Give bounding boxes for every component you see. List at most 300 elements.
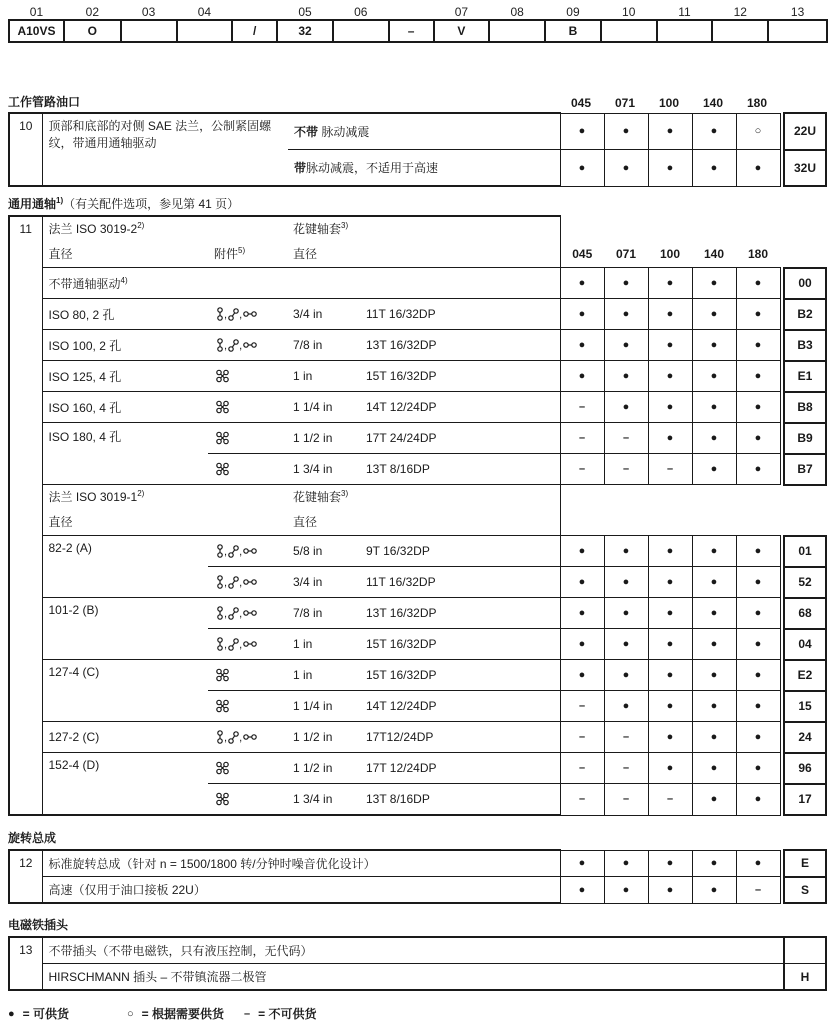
availability-cell: ● [648, 722, 692, 753]
legend-symbol-on-request: ○ [127, 1007, 134, 1020]
accessory-icons-cell [208, 784, 287, 816]
availability-legend [8, 1005, 828, 1022]
availability-cell: ● [604, 691, 648, 722]
table-row [9, 299, 826, 330]
legend-symbol-available: ● [8, 1007, 15, 1020]
availability-cell: ● [604, 268, 648, 299]
model-code-header: 10 [622, 5, 636, 19]
flange-size-cell: ISO 100, 2 孔 [42, 330, 208, 361]
availability-cell: ● [692, 722, 736, 753]
model-code-cell [121, 20, 177, 42]
model-code-cell: 32 [277, 20, 333, 42]
size-header: 045 [570, 96, 592, 110]
availability-cell: ● [736, 753, 780, 784]
model-code-header [232, 5, 277, 20]
availability-cell: ● [648, 877, 692, 904]
model-code-header: 07 [454, 5, 469, 19]
availability-cell: ● [692, 784, 736, 816]
model-code-cell: A10VS [9, 20, 64, 42]
availability-cell: – [560, 423, 604, 454]
option-cell: 高速（仅用于油口接板 22U） [42, 877, 560, 904]
availability-cell: ● [692, 150, 736, 187]
diameter-header: 直径 [287, 508, 360, 536]
availability-cell: ● [560, 598, 604, 629]
accessory-icons-cell [208, 567, 287, 598]
availability-cell: – [604, 454, 648, 485]
availability-cell: – [560, 392, 604, 423]
model-code-header: 12 [733, 5, 747, 19]
solenoid-connector-table [8, 936, 827, 991]
model-code-cell [712, 20, 768, 42]
model-code-cell: – [389, 20, 434, 42]
availability-cell: ● [604, 299, 648, 330]
type-code-cell: B2 [784, 299, 826, 330]
model-code-cell [489, 20, 545, 42]
flange-size-cell: 82-2 (A) [42, 536, 208, 598]
flange-size-cell: 101-2 (B) [42, 598, 208, 660]
model-code-header: 04 [197, 5, 212, 19]
spline-diameter-cell: 1 1/2 in [287, 722, 360, 753]
availability-cell: ● [736, 691, 780, 722]
coupling-2bolt-vertical-icon [216, 606, 227, 620]
spline-diameter-cell: 5/8 in [287, 536, 360, 567]
availability-cell: ● [560, 536, 604, 567]
coupling-2bolt-horizontal-icon [243, 310, 257, 318]
availability-cell: ● [560, 268, 604, 299]
availability-cell: ● [692, 753, 736, 784]
flange-size-cell: ISO 180, 4 孔 [42, 423, 208, 485]
availability-cell: ● [604, 660, 648, 691]
availability-cell: ● [692, 268, 736, 299]
flange-standard-header: 法兰 ISO 3019-1$^{2)}$ [48, 489, 145, 504]
row-number-cell: 11 [9, 216, 42, 815]
availability-cell: – [648, 784, 692, 816]
accessory-icons-cell [208, 361, 287, 392]
table-row [9, 361, 826, 392]
spline-teeth-cell: 13T 8/16DP [360, 454, 560, 485]
accessory-icons-cell [208, 722, 287, 753]
accessory-icons-cell [208, 454, 287, 485]
availability-cell: ● [692, 660, 736, 691]
model-code-cell [657, 20, 713, 42]
availability-cell: – [604, 753, 648, 784]
availability-cell: ● [736, 536, 780, 567]
availability-cell: ● [736, 598, 780, 629]
size-header: 100 [659, 246, 681, 261]
legend-label: = 根据需要供货 [141, 1007, 224, 1021]
spline-teeth-cell: 14T 12/24DP [360, 392, 560, 423]
coupling-2bolt-horizontal-icon [243, 733, 257, 741]
model-code-value-row [9, 20, 827, 42]
availability-cell: – [604, 784, 648, 816]
spline-diameter-cell: 1 1/2 in [287, 423, 360, 454]
type-code-cell: E1 [784, 361, 826, 392]
table-row [9, 722, 826, 753]
availability-cell: ● [560, 629, 604, 660]
flange-size-cell: 152-4 (D) [42, 753, 208, 816]
type-code-cell: E [784, 850, 826, 877]
flange-size-cell: ISO 80, 2 孔 [42, 299, 208, 330]
type-code-cell: H [784, 964, 826, 991]
model-code-header: 06 [354, 5, 368, 19]
table-row [9, 937, 826, 964]
model-code-cell [768, 20, 827, 42]
table-row [9, 216, 826, 240]
availability-cell: ● [736, 423, 780, 454]
availability-cell: ● [648, 598, 692, 629]
model-code-header: 09 [566, 5, 580, 19]
type-code-cell: B8 [784, 392, 826, 423]
availability-cell: ● [692, 877, 736, 904]
spline-teeth-cell: 13T 8/16DP [360, 784, 560, 816]
coupling-4bolt-icon [216, 792, 229, 806]
coupling-2bolt-diagonal-icon [228, 339, 242, 352]
coupling-2bolt-diagonal-icon [228, 308, 242, 321]
model-code-cell: / [232, 20, 277, 42]
coupling-4bolt-icon [216, 431, 229, 445]
availability-cell: ● [604, 877, 648, 904]
availability-cell: ● [736, 454, 780, 485]
spline-diameter-cell: 3/4 in [287, 299, 360, 330]
type-code-cell: 15 [784, 691, 826, 722]
spline-teeth-cell: 9T 16/32DP [360, 536, 560, 567]
availability-cell: – [604, 722, 648, 753]
availability-cell: ● [736, 850, 780, 877]
availability-cell: ● [692, 598, 736, 629]
model-code-header: 08 [510, 5, 524, 19]
coupling-2bolt-vertical-icon [216, 338, 227, 352]
accessory-icons-cell [208, 629, 287, 660]
spline-teeth-cell: 11T 16/32DP [360, 567, 560, 598]
availability-cell: ● [604, 629, 648, 660]
availability-cell: ● [604, 850, 648, 877]
model-code-cell: V [434, 20, 490, 42]
model-code-cell [177, 20, 233, 42]
model-code-cell [333, 20, 389, 42]
type-code-cell: 01 [784, 536, 826, 567]
coupling-4bolt-icon [216, 369, 229, 383]
availability-cell: ● [692, 850, 736, 877]
coupling-2bolt-horizontal-icon [243, 578, 257, 586]
type-code-cell: B9 [784, 423, 826, 454]
availability-cell: ● [736, 660, 780, 691]
option-cell: 不带插头（不带电磁铁，只有液压控制，无代码） [42, 937, 784, 964]
spline-diameter-cell: 3/4 in [287, 567, 360, 598]
type-code-cell: 04 [784, 629, 826, 660]
availability-cell: ● [604, 598, 648, 629]
availability-cell: ● [648, 567, 692, 598]
availability-cell: ● [736, 722, 780, 753]
availability-cell: ● [648, 392, 692, 423]
spline-teeth-cell: 15T 16/32DP [360, 629, 560, 660]
availability-cell: ● [736, 330, 780, 361]
availability-cell: ● [648, 753, 692, 784]
accessory-header: 附件$^{5)}$ [208, 240, 287, 268]
coupling-2bolt-vertical-icon [216, 730, 227, 744]
availability-cell: ● [648, 691, 692, 722]
availability-cell: ● [736, 299, 780, 330]
section-title: 工作管路油口 [8, 95, 81, 109]
diameter-header: 直径 [287, 240, 360, 268]
legend-item [127, 1005, 224, 1022]
availability-cell: ● [736, 784, 780, 816]
availability-cell: ● [604, 536, 648, 567]
availability-cell: ● [736, 268, 780, 299]
availability-cell: ● [692, 629, 736, 660]
model-code-header: 05 [298, 5, 312, 19]
spline-diameter-cell: 1 3/4 in [287, 784, 360, 816]
availability-cell: ● [648, 268, 692, 299]
type-code-cell: S [784, 877, 826, 904]
availability-cell: – [560, 753, 604, 784]
availability-cell: ● [604, 567, 648, 598]
row-number-cell: 13 [9, 937, 42, 990]
availability-cell: ● [648, 361, 692, 392]
accessory-icons-cell [208, 660, 287, 691]
table-row [9, 536, 826, 567]
type-code-cell [784, 937, 826, 964]
coupling-4bolt-icon [216, 462, 229, 476]
diameter-header: 直径 [42, 240, 208, 268]
type-code-cell: E2 [784, 660, 826, 691]
size-header: 140 [703, 246, 725, 261]
availability-cell: – [560, 784, 604, 816]
rotary-group-table [8, 849, 827, 904]
availability-cell: ● [736, 392, 780, 423]
table-row [9, 113, 826, 150]
table-row [9, 660, 826, 691]
size-header: 071 [614, 96, 636, 110]
availability-cell: ● [560, 567, 604, 598]
no-through-drive-cell: 不带通轴驱动$^{4)}$ [42, 268, 560, 299]
availability-cell: ● [692, 361, 736, 392]
spline-teeth-cell: 13T 16/32DP [360, 330, 560, 361]
availability-cell: ● [736, 150, 780, 187]
availability-cell: ● [692, 392, 736, 423]
coupling-4bolt-icon [216, 699, 229, 713]
section-title-rotary-group: 旋转总成 [8, 831, 57, 845]
coupling-2bolt-horizontal-icon [243, 609, 257, 617]
availability-cell: ● [648, 423, 692, 454]
type-code-cell: 22U [784, 113, 826, 150]
spline-teeth-cell: 17T 12/24DP [360, 753, 560, 784]
spline-diameter-cell: 1 1/4 in [287, 392, 360, 423]
spline-teeth-cell: 15T 16/32DP [360, 660, 560, 691]
spline-diameter-cell: 1 in [287, 660, 360, 691]
coupling-4bolt-icon [216, 668, 229, 682]
availability-cell: ● [648, 299, 692, 330]
coupling-2bolt-vertical-icon [216, 544, 227, 558]
accessory-icons-cell [208, 536, 287, 567]
accessory-icons-cell [208, 423, 287, 454]
spline-teeth-cell: 11T 16/32DP [360, 299, 560, 330]
table-row [9, 485, 826, 509]
flange-standard-header: 法兰 ISO 3019-2$^{2)}$ [42, 216, 287, 240]
availability-cell: ● [648, 113, 692, 150]
legend-label: = 不可供货 [258, 1007, 317, 1021]
spline-diameter-cell: 1 in [287, 629, 360, 660]
table-row [9, 330, 826, 361]
availability-cell: ● [736, 361, 780, 392]
spline-teeth-cell: 14T 12/24DP [360, 691, 560, 722]
table-row [9, 598, 826, 629]
table-row [9, 850, 826, 877]
availability-cell: ● [560, 150, 604, 187]
coupling-2bolt-vertical-icon [216, 637, 227, 651]
availability-cell: ● [560, 660, 604, 691]
model-code-cell [601, 20, 657, 42]
flange-size-cell: 127-2 (C) [42, 722, 208, 753]
availability-cell: ● [604, 330, 648, 361]
type-code-cell: 24 [784, 722, 826, 753]
availability-cell: – [560, 454, 604, 485]
table-row [9, 753, 826, 784]
type-code-cell: 00 [784, 268, 826, 299]
availability-cell: ● [736, 629, 780, 660]
availability-cell: ● [604, 150, 648, 187]
availability-cell: ● [692, 113, 736, 150]
availability-cell: – [604, 423, 648, 454]
accessory-icons-cell [208, 598, 287, 629]
coupling-2bolt-diagonal-icon [228, 731, 242, 744]
availability-cell: ● [692, 567, 736, 598]
availability-cell: – [560, 691, 604, 722]
availability-cell: ● [648, 536, 692, 567]
accessory-icons-cell [208, 753, 287, 784]
size-header: 180 [746, 96, 768, 110]
coupling-2bolt-diagonal-icon [228, 638, 242, 651]
availability-cell: – [648, 454, 692, 485]
accessory-icons-cell [208, 691, 287, 722]
availability-cell: ● [560, 850, 604, 877]
model-code-cell: O [64, 20, 121, 42]
size-header: 100 [658, 96, 680, 110]
model-code-header: 03 [141, 5, 156, 19]
model-code-header: 02 [85, 5, 99, 19]
size-header: 045 [572, 246, 593, 261]
model-code-header [389, 5, 434, 20]
coupling-2bolt-diagonal-icon [228, 545, 242, 558]
spline-teeth-cell: 17T 24/24DP [360, 423, 560, 454]
availability-cell: ● [560, 361, 604, 392]
availability-cell: ● [648, 660, 692, 691]
table-row [9, 877, 826, 904]
table-row [9, 240, 826, 268]
coupling-2bolt-vertical-icon [216, 307, 227, 321]
type-code-cell: B3 [784, 330, 826, 361]
coupling-2bolt-vertical-icon [216, 575, 227, 589]
availability-cell: ● [692, 691, 736, 722]
spline-teeth-cell: 17T12/24DP [360, 722, 560, 753]
flange-size-cell: ISO 125, 4 孔 [42, 361, 208, 392]
size-header: 140 [702, 96, 724, 110]
availability-cell: ○ [736, 113, 780, 150]
spline-diameter-cell: 7/8 in [287, 330, 360, 361]
availability-cell: – [560, 722, 604, 753]
coupling-2bolt-horizontal-icon [243, 547, 257, 555]
availability-cell: ● [692, 299, 736, 330]
section-title-through-drive: 通用通轴$^{1)}$（有关配件选项，参见第 41 页） [8, 196, 240, 211]
table-row [9, 423, 826, 454]
option-cell: 标准旋转总成（针对 n = 1500/1800 转/分钟时噪音优化设计） [42, 850, 560, 877]
legend-label: = 可供货 [22, 1007, 69, 1021]
coupling-2bolt-diagonal-icon [228, 576, 242, 589]
spline-diameter-cell: 7/8 in [287, 598, 360, 629]
availability-cell: ● [560, 877, 604, 904]
type-code-cell: 17 [784, 784, 826, 816]
section-title-solenoid-connector: 电磁铁插头 [8, 918, 69, 932]
size-header: 071 [615, 246, 637, 261]
availability-cell: ● [604, 113, 648, 150]
spline-diameter-cell: 1 1/2 in [287, 753, 360, 784]
legend-item [244, 1005, 316, 1022]
accessory-icons-cell [208, 330, 287, 361]
spline-diameter-cell: 1 1/4 in [287, 691, 360, 722]
availability-cell: ● [736, 567, 780, 598]
availability-cell: ● [648, 330, 692, 361]
availability-cell: ● [648, 850, 692, 877]
accessory-icons-cell [208, 299, 287, 330]
availability-cell: ● [560, 330, 604, 361]
row-number-cell: 12 [9, 850, 42, 903]
availability-cell: ● [692, 330, 736, 361]
model-code-table [8, 5, 828, 43]
diameter-header: 直径 [42, 508, 208, 536]
port-description-cell: 顶部和底部的对侧 SAE 法兰，公制紧固螺纹，带通用通轴驱动 [42, 113, 288, 186]
spline-teeth-cell: 15T 16/32DP [360, 361, 560, 392]
coupling-2bolt-horizontal-icon [243, 640, 257, 648]
spline-teeth-cell: 13T 16/32DP [360, 598, 560, 629]
coupling-2bolt-horizontal-icon [243, 341, 257, 349]
type-code-cell: 32U [784, 150, 826, 187]
size-column-headers [559, 96, 825, 110]
spline-diameter-cell: 1 in [287, 361, 360, 392]
row-number-cell: 10 [9, 113, 42, 186]
model-code-header-row [9, 5, 827, 20]
flange-size-cell: 127-4 (C) [42, 660, 208, 722]
availability-cell: ● [604, 361, 648, 392]
table-row [9, 508, 826, 536]
availability-cell: ● [604, 392, 648, 423]
coupling-4bolt-icon [216, 400, 229, 414]
availability-cell: ● [648, 150, 692, 187]
availability-cell: ● [692, 423, 736, 454]
option-cell: HIRSCHMANN 插头 – 不带镇流器二极管 [42, 964, 784, 991]
through-drive-table [8, 215, 827, 816]
availability-cell: ● [560, 113, 604, 150]
coupling-2bolt-diagonal-icon [228, 607, 242, 620]
availability-cell: ● [692, 454, 736, 485]
section-ports-header [8, 93, 828, 110]
spline-diameter-cell: 1 3/4 in [287, 454, 360, 485]
legend-item [8, 1005, 69, 1022]
option-cell: 带脉动减震，不适用于高速 [288, 150, 560, 187]
type-code-cell: 52 [784, 567, 826, 598]
type-code-cell: B7 [784, 454, 826, 485]
model-code-header: 13 [790, 5, 805, 19]
size-header: 180 [747, 246, 769, 261]
flange-size-cell: ISO 160, 4 孔 [42, 392, 208, 423]
availability-cell: ● [692, 536, 736, 567]
table-row [9, 268, 826, 299]
coupling-4bolt-icon [216, 761, 229, 775]
type-code-cell: 96 [784, 753, 826, 784]
model-code-header: 01 [29, 5, 44, 19]
table-row [9, 392, 826, 423]
model-code-header: 11 [678, 5, 691, 19]
availability-cell: ● [560, 299, 604, 330]
availability-cell: – [736, 877, 780, 904]
